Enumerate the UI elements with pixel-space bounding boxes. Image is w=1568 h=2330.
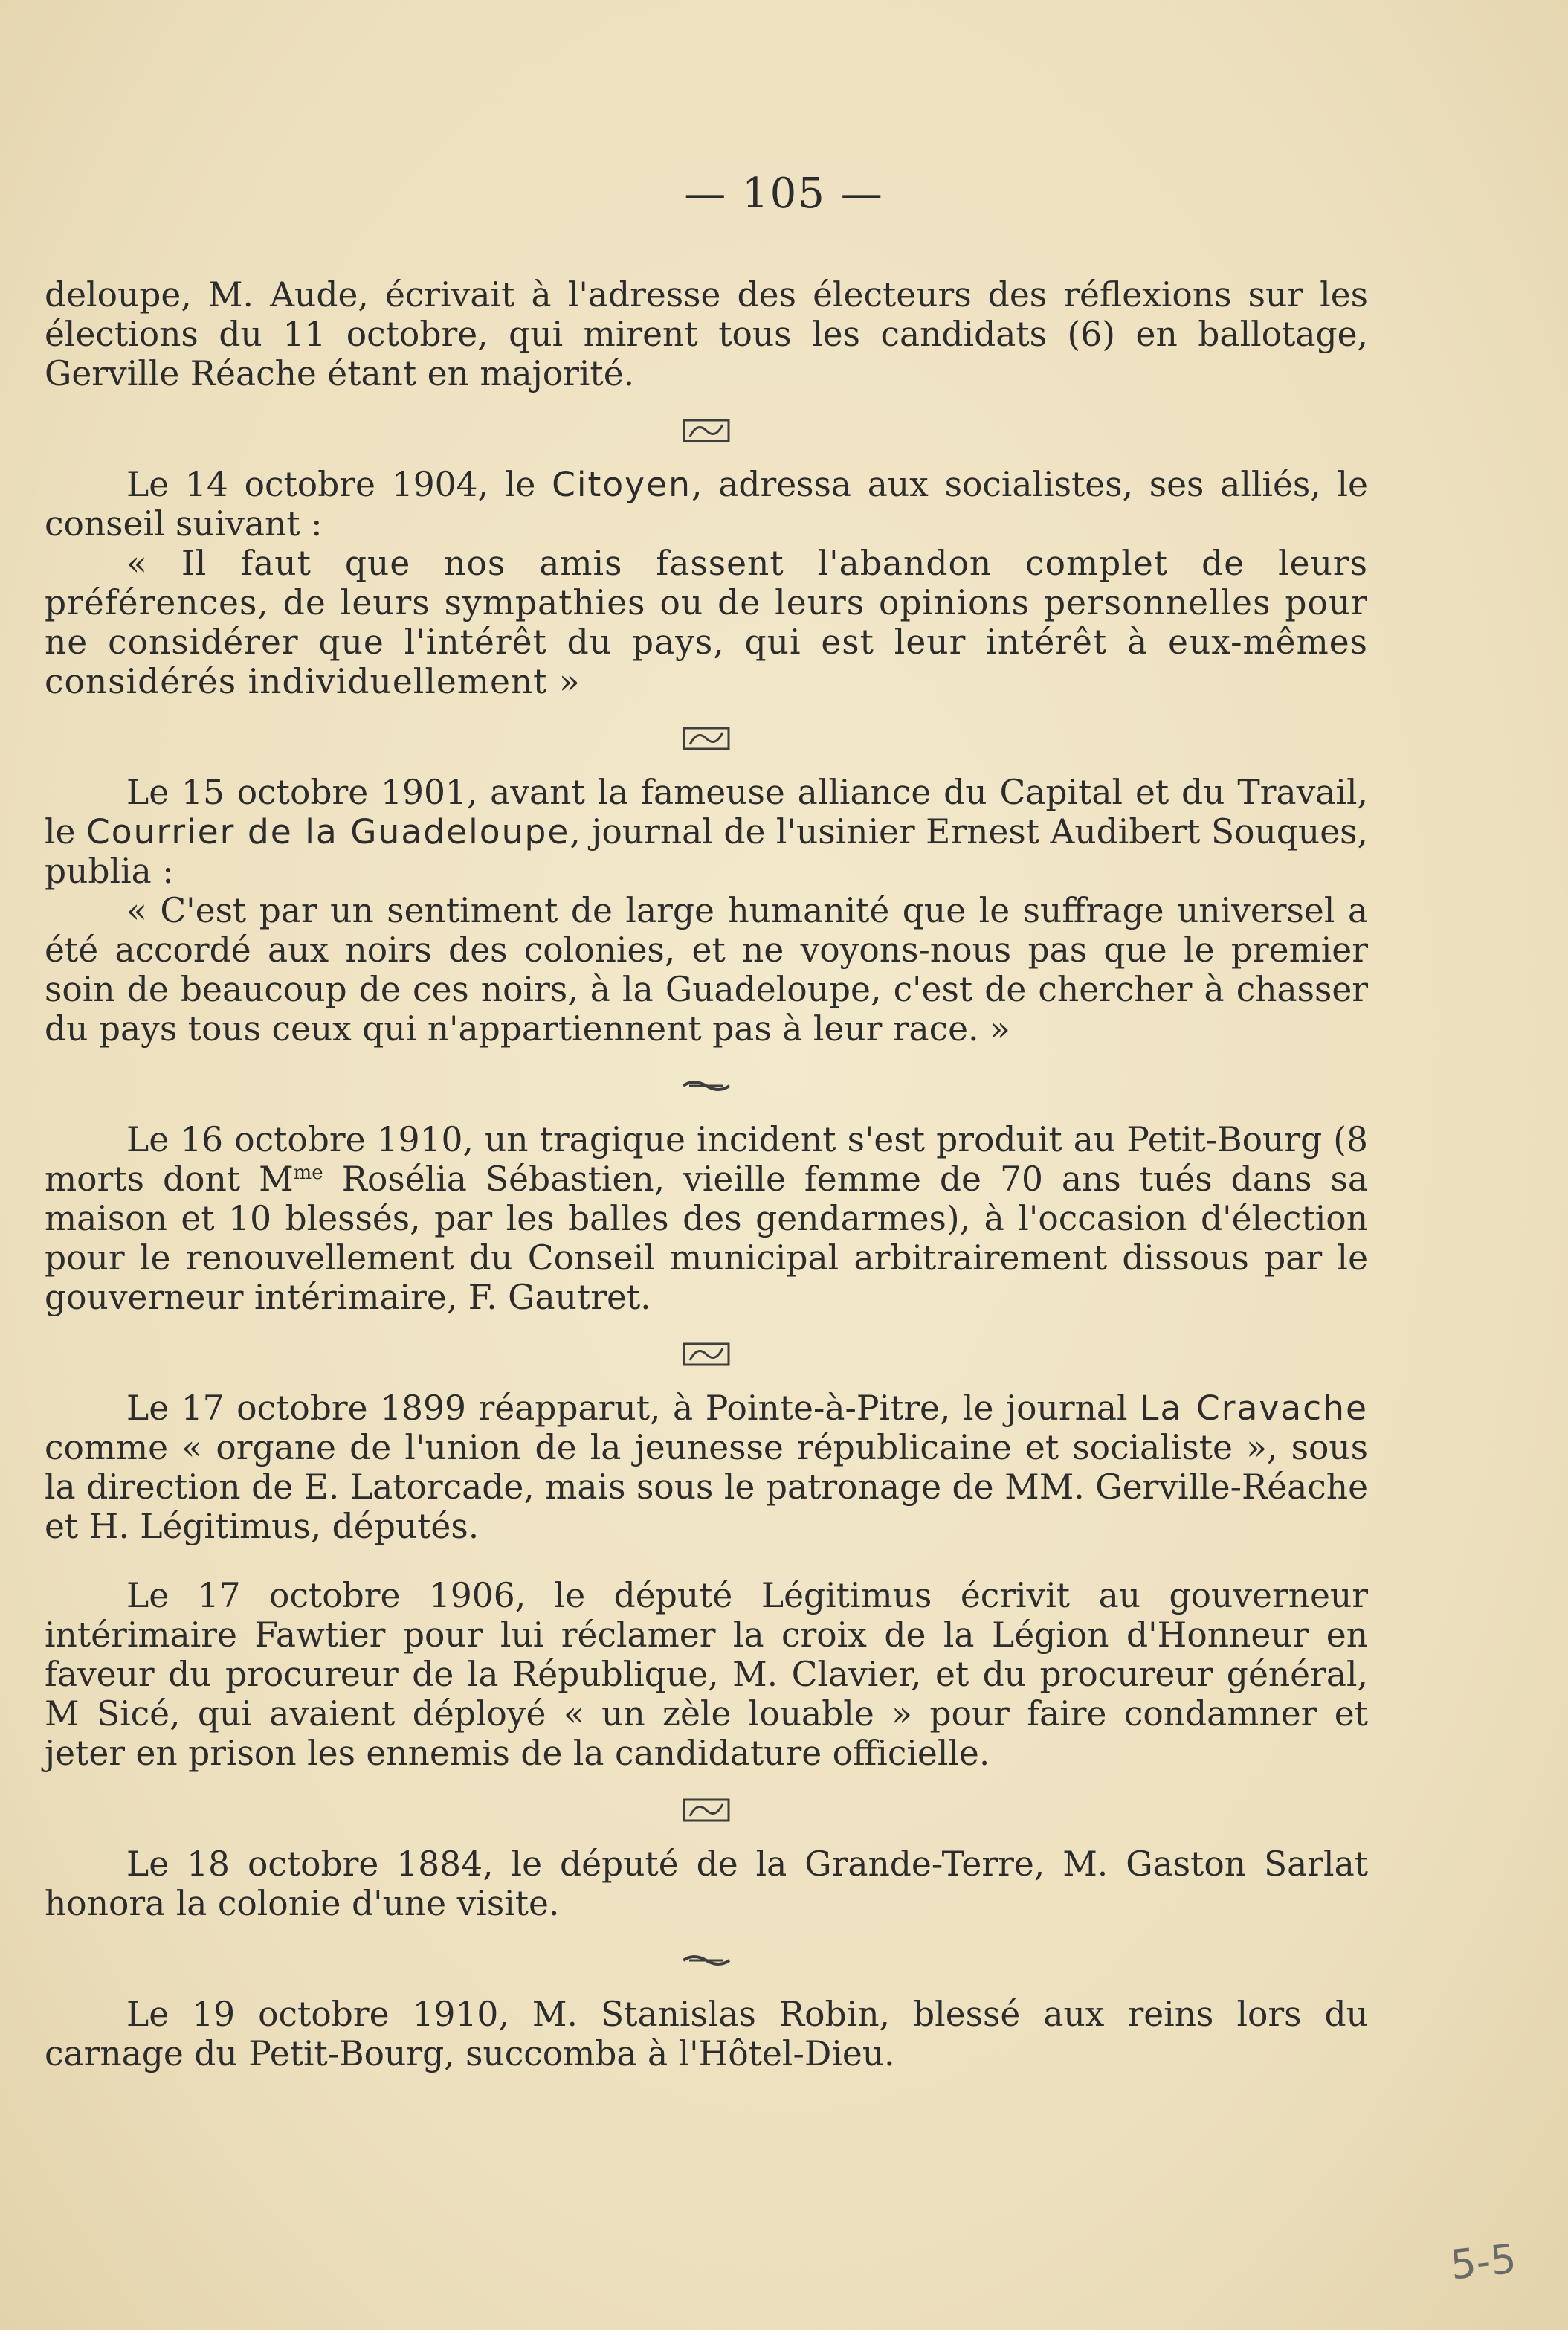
ornament-fleuron-3 bbox=[45, 1317, 1368, 1388]
paragraph-text: Le 17 octobre 1899 réapparut, à Pointe-à-Pitre, le journal bbox=[126, 1388, 1140, 1428]
paragraph-oct-18: Le 18 octobre 1884, le député de la Grande-Terre, M. Gaston Sarlat honora la colonie d'une visite. bbox=[45, 1844, 1368, 1923]
quotation-oct-15: « C'est par un sentiment de large humanité que le suffrage universel a été accordé aux noirs des colonies, et ne voyons-nous pas que le premier soin de beaucoup de ces noirs, à la Guadeloupe, c'est de chercher à chasser du pays tous ceux qui n'appartiennent pas à leur race. » bbox=[45, 891, 1368, 1049]
ornament-dash-icon bbox=[680, 1077, 732, 1095]
ornament-dash-icon bbox=[680, 1951, 732, 1969]
paragraph-text: Le 14 octobre 1904, le bbox=[126, 465, 552, 504]
paragraph-oct-15 bbox=[45, 773, 1368, 891]
paragraph-text: Le 16 octobre 1910, un tragique incident s'est produit au Petit-Bourg (8 morts dont M bbox=[45, 1120, 1368, 1199]
journal-title: La Cravache bbox=[1140, 1388, 1368, 1428]
paragraph-oct-14 bbox=[45, 465, 1368, 544]
quotation-oct-14: « Il faut que nos amis fassent l'abandon complet de leurs préférences, de leurs sympathies ou de leurs opinions personnelles pour ne considérer que l'intérêt du pays, qui est leur intérêt à eux-mêmes considérés individuellement » bbox=[45, 544, 1368, 701]
ornament-dash-1 bbox=[45, 1049, 1368, 1120]
page-body bbox=[45, 275, 1368, 2073]
paragraph-text: Rosélia Sébastien, vieille femme de 70 ans tués dans sa maison et 10 blessés, par les balles des gendarmes), à l'occasion d'élection pour le renouvellement du Conseil municipal arbitrairement dissous par le gouverneur intérimaire, F. Gautret. bbox=[45, 1159, 1368, 1317]
fleuron-icon bbox=[683, 1798, 730, 1823]
paragraph-text: comme « organe de l'union de la jeunesse républicaine et socialiste », sous la direction de E. Latorcade, mais sous le patronage de MM. Gerville-Réache et H. Légitimus, députés. bbox=[45, 1428, 1368, 1546]
ornament-fleuron-1 bbox=[45, 393, 1368, 465]
ornament-dash-2 bbox=[45, 1923, 1368, 1995]
paragraph-text: , adressa aux socialistes, ses alliés, le conseil suivant : bbox=[45, 465, 1368, 544]
ornament-fleuron-2 bbox=[45, 701, 1368, 773]
paragraph-text: , journal de l'usinier Ernest Audibert Souques, publia : bbox=[45, 812, 1368, 891]
paragraph-continuation: deloupe, M. Aude, écrivait à l'adresse des électeurs des réflexions sur les élections du 11 octobre, qui mirent tous les candidats (6) en ballotage, Gerville Réache étant en majorité. bbox=[45, 275, 1368, 393]
handwritten-margin-note: 5-5 bbox=[1448, 2235, 1519, 2289]
paragraph-oct-17-1899 bbox=[45, 1388, 1368, 1546]
superscript: me bbox=[293, 1161, 323, 1184]
paragraph-oct-17-1906: Le 17 octobre 1906, le député Légitimus écrivit au gouverneur intérimaire Fawtier pour lui réclamer la croix de la Légion d'Honneur en faveur du procureur de la République, M. Clavier, et du procureur général, M Sicé, qui avaient déployé « un zèle louable » pour faire condamner et jeter en prison les ennemis de la candidature officielle. bbox=[45, 1576, 1368, 1773]
fleuron-icon bbox=[683, 726, 730, 751]
paragraph-oct-16 bbox=[45, 1120, 1368, 1317]
paragraph-oct-19: Le 19 octobre 1910, M. Stanislas Robin, blessé aux reins lors du carnage du Petit-Bourg, succomba à l'Hôtel-Dieu. bbox=[45, 1995, 1368, 2073]
journal-title: Courrier de la Guadeloupe bbox=[86, 812, 570, 852]
page-number: — 105 — bbox=[684, 170, 884, 218]
ornament-fleuron-4 bbox=[45, 1773, 1368, 1844]
paragraph-text: Le 15 octobre 1901, avant la fameuse alliance du Capital et du Travail, le bbox=[45, 773, 1368, 852]
journal-title: Citoyen bbox=[552, 465, 691, 504]
spacer bbox=[45, 1546, 1368, 1576]
fleuron-icon bbox=[683, 418, 730, 443]
fleuron-icon bbox=[683, 1342, 730, 1367]
